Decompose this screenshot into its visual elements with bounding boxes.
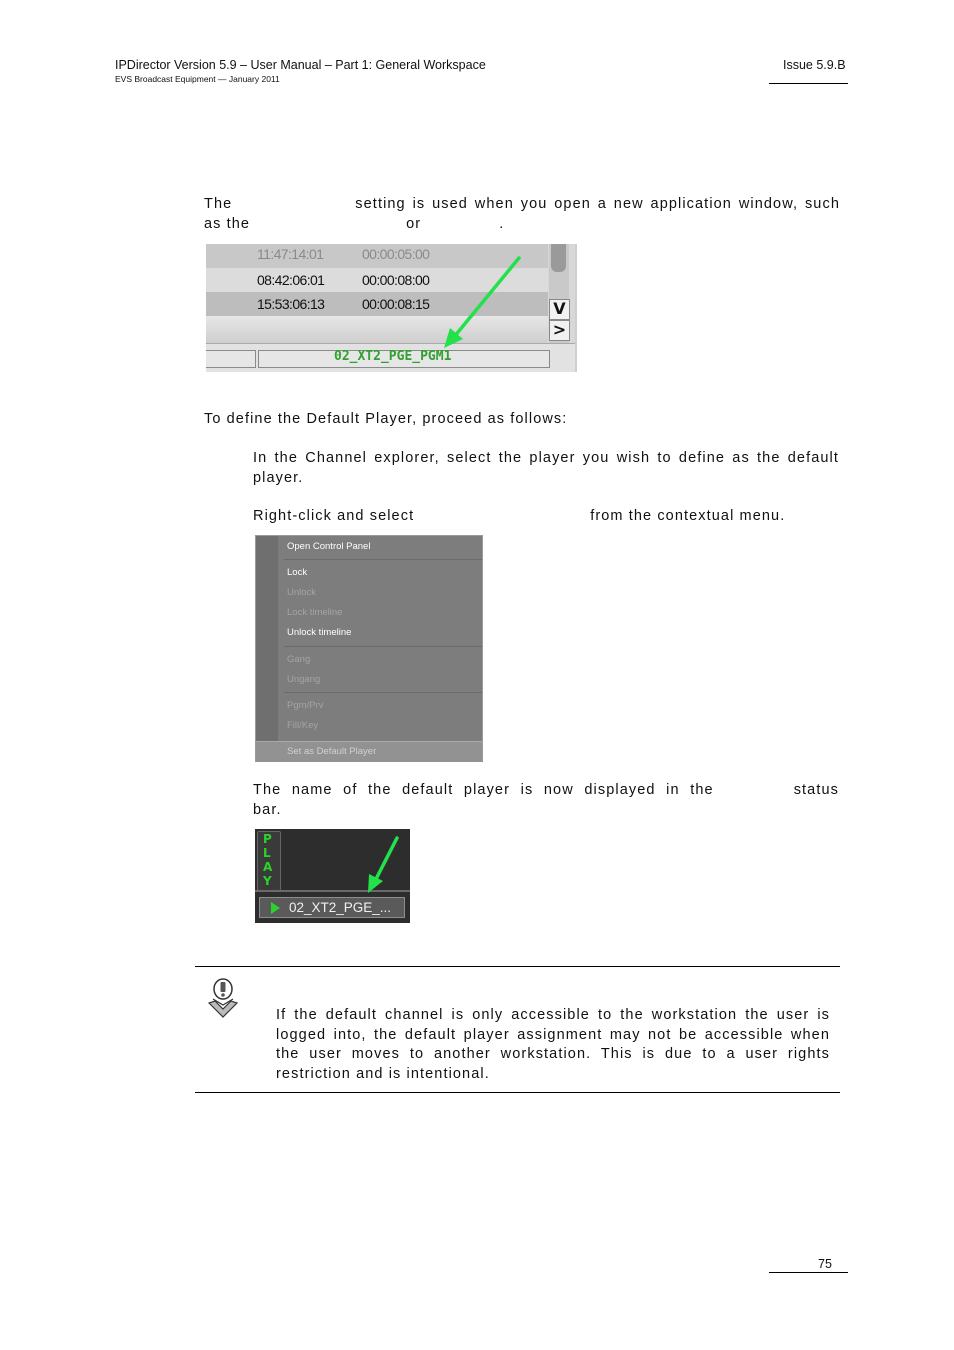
page-number: 75 (818, 1257, 832, 1271)
green-arrow-icon (255, 829, 410, 923)
intro-word-or: or (406, 215, 422, 232)
menu-item-unlock-timeline[interactable]: Unlock timeline (287, 627, 352, 638)
intro-paragraph (204, 195, 840, 234)
menu-item-pgm-prv[interactable]: Pgm/Prv (287, 700, 324, 711)
step-3-line-1 (253, 781, 839, 801)
step-1-line-2: player. (253, 469, 304, 486)
tc-in-cell: 08:42:06:01 (257, 272, 325, 288)
note-bottom-rule (195, 1092, 840, 1093)
menu-item-fill-key[interactable]: Fill/Key (287, 720, 319, 731)
intro-word-the: The (204, 196, 233, 212)
menu-separator (284, 559, 482, 560)
scroll-down-button[interactable]: V (549, 299, 570, 320)
intro-line-1 (204, 195, 840, 215)
note-text (276, 1006, 830, 1084)
procedure-lead: To define the Default Player, proceed as follows: (204, 411, 568, 427)
step-1 (253, 449, 839, 488)
duration-cell: 00:00:08:15 (362, 296, 430, 312)
footer-rule (769, 1272, 848, 1273)
step-3 (253, 781, 839, 820)
step-3-text-b: status (793, 782, 839, 798)
note-line-1: If the default channel is only accessible to the workstation the user is (276, 1007, 830, 1023)
status-bar-screenshot (206, 244, 577, 372)
play-tab-letter: P (263, 832, 272, 846)
note-top-rule (195, 966, 840, 967)
play-tab-letter: Y (263, 874, 272, 888)
menu-separator (284, 646, 482, 647)
document-title: IPDirector Version 5.9 – User Manual – Part 1: General Workspace (115, 58, 486, 72)
step-1-line-1: In the Channel explorer, select the player you wish to define as the default (253, 450, 839, 466)
scroll-right-button[interactable]: > (549, 320, 570, 341)
note-pin-icon (205, 977, 241, 1021)
menu-item-gang[interactable]: Gang (287, 654, 311, 665)
step-2-text-b: from the contextual menu. (590, 508, 786, 524)
play-panel-screenshot (255, 829, 410, 923)
step-2-text-a: Right-click and select (253, 508, 415, 524)
menu-item-set-as-default-player[interactable]: Set as Default Player (287, 746, 377, 757)
tc-in-cell: 15:53:06:13 (257, 296, 325, 312)
intro-line-2 (204, 215, 840, 235)
duration-cell: 00:00:08:00 (362, 272, 430, 288)
play-tab-letter: A (263, 860, 273, 874)
menu-item-open-control-panel[interactable]: Open Control Panel (287, 541, 371, 552)
default-player-label: 02_XT2_PGE_... (289, 900, 392, 915)
note-line-4: restriction and is intentional. (276, 1065, 490, 1082)
menu-icon-gutter (256, 536, 278, 761)
note-line-2: logged into, the default player assignment may not be accessible when (276, 1026, 830, 1043)
default-player-status-text: 02_XT2_PGE_PGM1 (334, 349, 452, 364)
duration-cell: 00:00:05:00 (362, 246, 430, 262)
step-2 (253, 507, 785, 527)
intro-word-as-the: as the (204, 215, 251, 232)
document-subtitle: EVS Broadcast Equipment — January 2011 (115, 74, 280, 84)
context-menu (255, 535, 483, 762)
step-3-text-a: The name of the default player is now displayed in the (253, 782, 714, 798)
step-3-line-2: bar. (253, 801, 282, 818)
intro-period: . (499, 215, 505, 232)
note-line-3: the user moves to another workstation. This is due to a user rights (276, 1046, 830, 1062)
intro-text: setting is used when you open a new application window, such (355, 196, 840, 212)
menu-item-ungang[interactable]: Ungang (287, 674, 321, 685)
play-tab-letter: L (263, 846, 271, 860)
issue-label: Issue 5.9.B (783, 58, 846, 72)
menu-item-lock[interactable]: Lock (287, 567, 308, 578)
header-rule (769, 83, 848, 84)
green-arrow-icon (206, 244, 575, 372)
menu-item-lock-timeline[interactable]: Lock timeline (287, 607, 343, 618)
menu-item-unlock[interactable]: Unlock (287, 587, 317, 598)
tc-in-cell: 11:47:14:01 (257, 246, 324, 262)
menu-separator (284, 692, 482, 693)
